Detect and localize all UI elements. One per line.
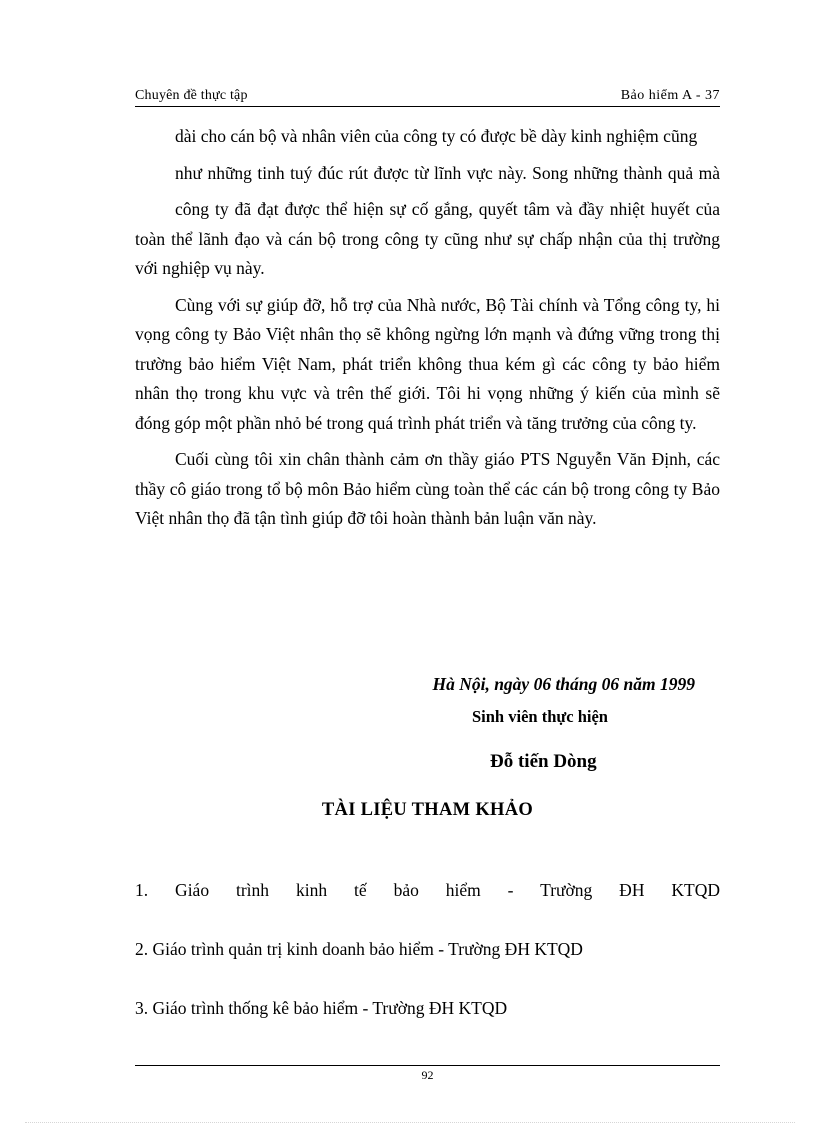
paragraph-2: như những tinh tuý đúc rút được từ lĩnh vực này. Song những thành quả mà	[175, 162, 720, 183]
paragraph-5: Cuối cùng tôi xin chân thành cảm ơn thầy giáo PTS Nguyễn Văn Định, các thầy cô giáo trong tổ bộ môn Bảo hiểm cùng toàn thể các cán bộ trong công ty Bảo Việt nhân thọ đã tận tình giúp đỡ tôi hoàn thành bản luận văn này.	[135, 449, 720, 528]
body-text	[135, 122, 720, 541]
reference-item-3: 3. Giáo trình thống kê bảo hiểm - Trường ĐH KTQD	[135, 998, 508, 1018]
header-right-title: Bảo hiểm A - 37	[620, 88, 720, 103]
references-title: TÀI LIỆU THAM KHẢO	[321, 800, 534, 820]
page-number: 92	[421, 1068, 434, 1082]
page-header	[135, 86, 720, 107]
paragraph-1: dài cho cán bộ và nhân viên của công ty có được bề dày kinh nghiệm cũng	[175, 126, 698, 146]
paragraph-3: công ty đã đạt được thể hiện sự cố gắng, quyết tâm và đầy nhiệt huyết của toàn thể lãnh đạo và cán bộ trong công ty cũng như sự chấp nhận của thị trường với nghiệp vụ này.	[135, 199, 720, 278]
signature-date: Hà Nội, ngày 06 tháng 06 năm 1999	[432, 674, 695, 694]
reference-item-1: 1. Giáo trình kinh tế bảo hiểm - Trường ĐH KTQD	[135, 880, 720, 900]
paragraph-4: Cùng với sự giúp đỡ, hỗ trợ của Nhà nước, Bộ Tài chính và Tổng công ty, hi vọng công ty Bảo Việt nhân thọ sẽ không ngừng lớn mạnh và đứng vững trong thị trường bảo hiểm Việt Nam, phát triển không thua kém gì các công ty bảo hiểm nhân thọ trong khu vực và trên thế giới. Tôi hi vọng những ý kiến của mình sẽ đóng góp một phần nhỏ bé trong quá trình phát triển và tăng trưởng của công ty.	[135, 294, 720, 433]
reference-item-2: 2. Giáo trình quản trị kinh doanh bảo hiểm - Trường ĐH KTQD	[135, 939, 583, 959]
header-left-title: Chuyên đề thực tập	[135, 88, 248, 103]
footer-divider	[135, 1065, 720, 1066]
signature-role: Sinh viên thực hiện	[472, 707, 608, 726]
signature-name: Đỗ tiến Dòng	[490, 751, 597, 772]
